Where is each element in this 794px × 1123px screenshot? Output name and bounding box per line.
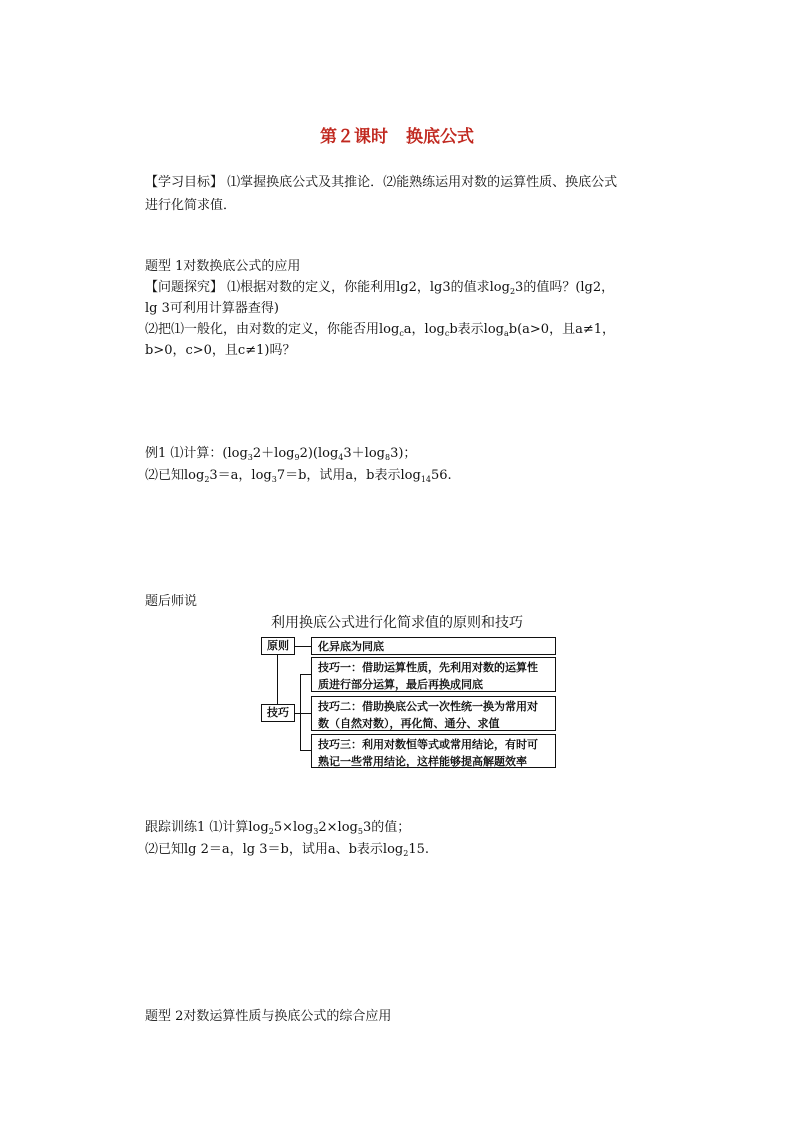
skill2-box: 技巧二：借助换底公式一次性统一换为常用对 数（自然对数），再化简、通分、求值 bbox=[311, 696, 556, 731]
diagram-title: 利用换底公式进行化简求值的原则和技巧 bbox=[271, 615, 523, 631]
question-line3: ⑵把⑴一般化，由对数的定义，你能否用$\log_ca$，$\log_cb$表示$\log_ab(a>0$，且a≠1， bbox=[145, 322, 615, 338]
question-line4: b>0，c>0，且c≠1)吗？ bbox=[145, 343, 296, 358]
question-line1: 【问题探究】 ⑴根据对数的定义，你能利用lg2，lg3的值求$\log_23$的值吗？(lg2， bbox=[145, 280, 615, 296]
principle-text-box: 化异底为同底 bbox=[311, 637, 556, 655]
learning-objective-line2: 进行化简求值． bbox=[145, 198, 237, 213]
learning-objective-line1: 【学习目标】 ⑴掌握换底公式及其推论．⑵能熟练运用对数的运算性质、换底公式 bbox=[145, 175, 618, 190]
skill3-box: 技巧三：利用对数恒等式或常用结论，有时可 熟记一些常用结论，这样能够提高解题效率 bbox=[311, 734, 556, 768]
teacher-note-heading: 题后师说 bbox=[145, 594, 198, 609]
down-connector bbox=[277, 655, 278, 704]
skill2-branch bbox=[300, 713, 311, 714]
example1-line2: ⑵已知$\log_23=a$，$\log_37=b$，试用a，b表示$\log_{14}56$. bbox=[145, 468, 452, 484]
skill1-branch bbox=[300, 674, 311, 675]
example1-line1: 例1 ⑴计算：$(\log_32+\log_92)(\log_43+\log_83)$； bbox=[145, 446, 417, 462]
question-line2: lg 3可利用计算器查得) bbox=[145, 301, 279, 316]
practice1-line1: 跟踪训练1 ⑴计算$\log_25\times\log_32\times\log_53$的值； bbox=[145, 820, 411, 836]
skills-label-box: 技巧 bbox=[261, 704, 295, 722]
principle-label-box: 原则 bbox=[261, 637, 295, 655]
practice1-line2: ⑵已知lg 2＝a，lg 3＝b，试用a、b表示$\log_215$. bbox=[145, 842, 429, 858]
title-lesson: 第２课时 bbox=[320, 127, 388, 147]
title-topic: 换底公式 bbox=[406, 127, 474, 147]
skill3-branch bbox=[300, 750, 311, 751]
principle-connector bbox=[295, 646, 311, 647]
section2-heading: 题型 2对数运算性质与换底公式的综合应用 bbox=[145, 1009, 392, 1024]
skill1-box: 技巧一：借助运算性质，先利用对数的运算性 质进行部分运算，最后再换成同底 bbox=[311, 657, 556, 692]
section1-heading: 题型 1对数换底公式的应用 bbox=[145, 259, 301, 274]
page-title bbox=[0, 122, 794, 147]
